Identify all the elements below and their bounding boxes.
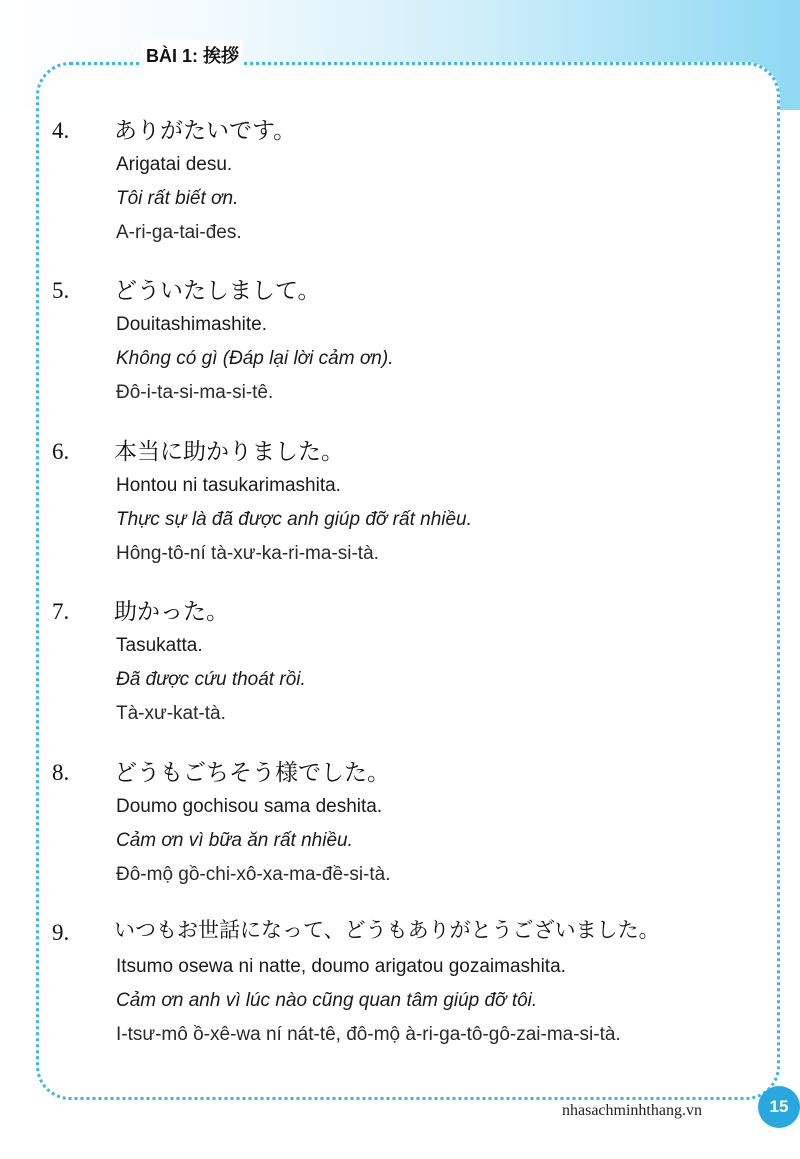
entry-number: 4. bbox=[52, 118, 70, 143]
japanese-phrase: いつもお世話になって、どうもありがとうございました。 bbox=[114, 918, 660, 942]
japanese-phrase: どういたしまして。 bbox=[114, 278, 321, 304]
vietnamese-translation: Không có gì (Đáp lại lời cảm ơn). bbox=[116, 348, 394, 369]
japanese-phrase: どうもごちそう様でした。 bbox=[114, 760, 390, 786]
page-number-badge: 15 bbox=[758, 1086, 800, 1128]
vietnamese-translation: Cảm ơn anh vì lúc nào cũng quan tâm giúp đỡ tôi. bbox=[116, 990, 538, 1011]
japanese-phrase: 助かった。 bbox=[114, 599, 229, 625]
publisher-website: nhasachminhthang.vn bbox=[562, 1102, 702, 1119]
vietnamese-translation: Tôi rất biết ơn. bbox=[116, 188, 239, 209]
pronunciation-guide: Hông-tô-ní tà-xư-ka-ri-ma-si-tà. bbox=[116, 543, 379, 564]
vietnamese-translation: Đã được cứu thoát rồi. bbox=[116, 669, 306, 690]
romaji-text: Douitashimashite. bbox=[116, 314, 268, 335]
pronunciation-guide: Đô-i-ta-si-ma-si-tê. bbox=[116, 382, 274, 403]
entry-number: 6. bbox=[52, 439, 70, 464]
japanese-phrase: 本当に助かりました。 bbox=[114, 439, 344, 465]
romaji-text: Arigatai desu. bbox=[116, 154, 233, 175]
entry-number: 5. bbox=[52, 278, 70, 303]
romaji-text: Doumo gochisou sama deshita. bbox=[116, 796, 383, 817]
lesson-title: BÀI 1: 挨拶 bbox=[142, 40, 243, 70]
entry-number: 7. bbox=[52, 599, 70, 624]
romaji-text: Itsumo osewa ni natte, doumo arigatou gozaimashita. bbox=[116, 956, 566, 977]
entry-number: 9. bbox=[52, 920, 70, 945]
content-frame bbox=[36, 62, 780, 1100]
entry-number: 8. bbox=[52, 760, 70, 785]
pronunciation-guide: I-tsư-mô ồ-xê-wa ní nát-tê, đô-mộ à-ri-ga-tô-gô-zai-ma-si-tà. bbox=[116, 1024, 621, 1045]
pronunciation-guide: Đô-mộ gồ-chi-xô-xa-ma-đề-si-tà. bbox=[116, 864, 391, 885]
romaji-text: Tasukatta. bbox=[116, 635, 203, 656]
romaji-text: Hontou ni tasukarimashita. bbox=[116, 475, 341, 496]
vietnamese-translation: Thực sự là đã được anh giúp đỡ rất nhiều. bbox=[116, 509, 472, 530]
pronunciation-guide: Tà-xư-kat-tà. bbox=[116, 703, 226, 724]
japanese-phrase: ありがたいです。 bbox=[114, 118, 297, 144]
vietnamese-translation: Cảm ơn vì bữa ăn rất nhiều. bbox=[116, 830, 353, 851]
pronunciation-guide: A-ri-ga-tai-đes. bbox=[116, 222, 242, 243]
